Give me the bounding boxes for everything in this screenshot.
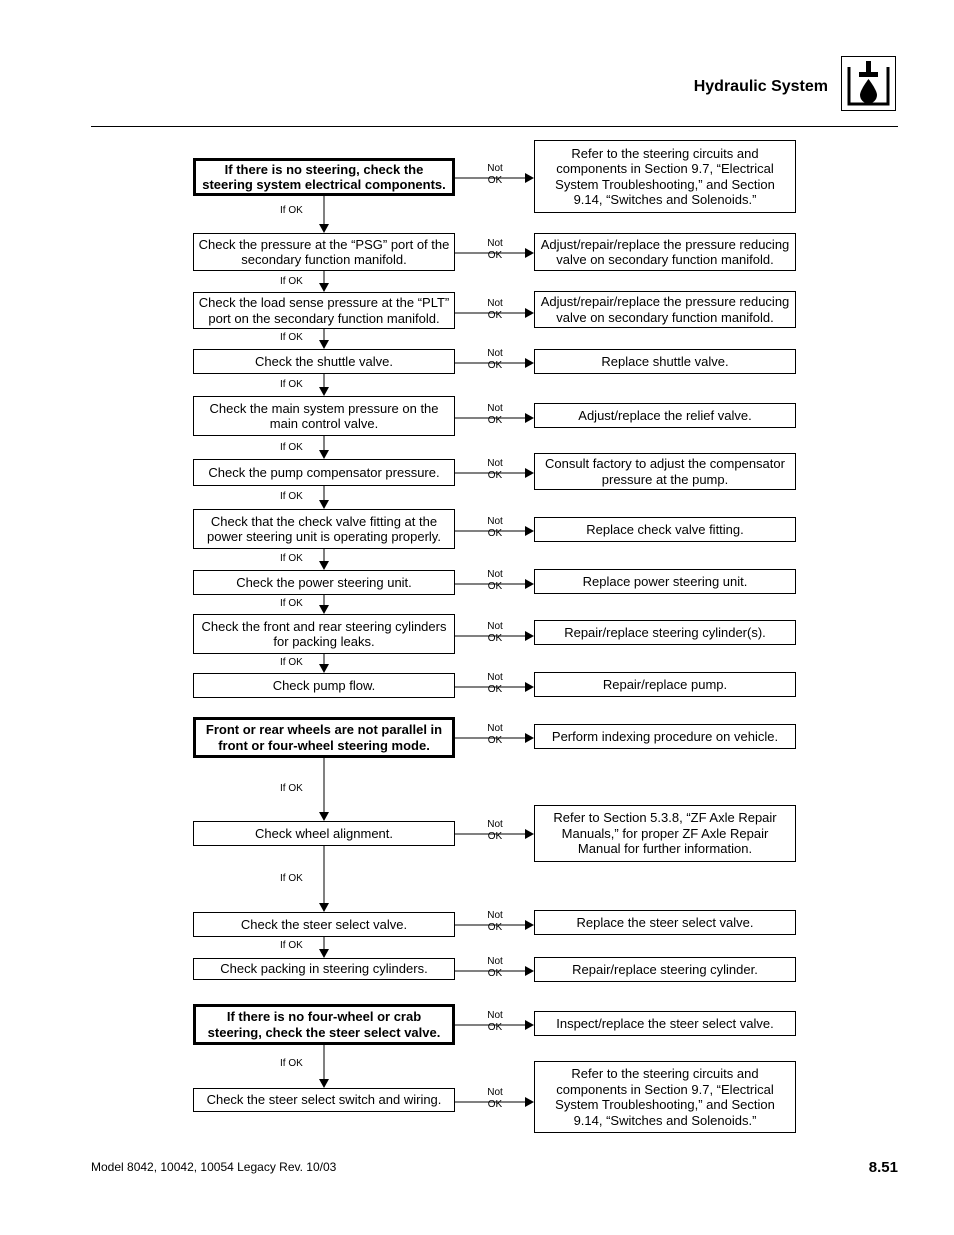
action-box: Refer to the steering circuits and components in Section 9.7, “Electrical System Troubleshooting,” and Section 9.14, “Switches and Solenoids.” [534,140,796,213]
ok-label: OK [487,684,503,695]
arrow-down-icon [319,340,329,349]
action-box: Repair/replace pump. [534,672,796,697]
check-box: If there is no four-wheel or crab steering, check the steer select valve. [193,1004,455,1045]
action-box: Refer to the steering circuits and components in Section 9.7, “Electrical System Troubleshooting,” and Section 9.14, “Switches and Solenoids.” [534,1061,796,1133]
check-box: Check the load sense pressure at the “PLT” port on the secondary function manifold. [193,292,455,329]
ok-label: OK [487,831,503,842]
not-label: Not [487,238,503,249]
action-box: Replace the steer select valve. [534,910,796,935]
arrow-right-icon [525,920,534,930]
check-box: Check pump flow. [193,673,455,698]
arrow-down-icon [319,561,329,570]
check-box: Check the main system pressure on the main control valve. [193,396,455,436]
not-label: Not [487,956,503,967]
not-label: Not [487,1087,503,1098]
arrow-right-icon [525,526,534,536]
if-ok-label: If OK [280,553,303,564]
ok-label: OK [487,415,503,426]
if-ok-label: If OK [280,873,303,884]
arrow-down-icon [319,387,329,396]
not-label: Not [487,1010,503,1021]
action-box: Replace check valve fitting. [534,517,796,542]
if-ok-label: If OK [280,1058,303,1069]
check-box: Check packing in steering cylinders. [193,958,455,980]
ok-label: OK [487,528,503,539]
arrow-right-icon [525,1097,534,1107]
not-label: Not [487,569,503,580]
if-ok-label: If OK [280,783,303,794]
ok-label: OK [487,968,503,979]
check-box: Check the pump compensator pressure. [193,459,455,486]
arrow-right-icon [525,579,534,589]
arrow-down-icon [319,1079,329,1088]
arrow-down-icon [319,450,329,459]
arrow-right-icon [525,413,534,423]
ok-label: OK [487,1022,503,1033]
action-box: Refer to Section 5.3.8, “ZF Axle Repair Manuals,” for proper ZF Axle Repair Manual for further information. [534,805,796,862]
arrow-down-icon [319,224,329,233]
arrow-down-icon [319,283,329,292]
ok-label: OK [487,922,503,933]
if-ok-label: If OK [280,442,303,453]
not-label: Not [487,298,503,309]
action-box: Repair/replace steering cylinder. [534,957,796,982]
if-ok-label: If OK [280,332,303,343]
not-label: Not [487,458,503,469]
arrow-down-icon [319,664,329,673]
check-box: Check the power steering unit. [193,570,455,595]
arrow-down-icon [319,812,329,821]
not-label: Not [487,672,503,683]
check-box: Check the shuttle valve. [193,349,455,374]
if-ok-label: If OK [280,205,303,216]
arrow-down-icon [319,500,329,509]
arrow-right-icon [525,358,534,368]
arrow-down-icon [319,949,329,958]
not-label: Not [487,621,503,632]
arrow-right-icon [525,173,534,183]
ok-label: OK [487,310,503,321]
ok-label: OK [487,175,503,186]
ok-label: OK [487,633,503,644]
arrow-right-icon [525,733,534,743]
check-box: Check the front and rear steering cylinders for packing leaks. [193,614,455,654]
action-box: Perform indexing procedure on vehicle. [534,724,796,749]
not-label: Not [487,348,503,359]
arrow-right-icon [525,308,534,318]
check-box: Check the steer select switch and wiring. [193,1088,455,1112]
action-box: Adjust/replace the relief valve. [534,403,796,428]
arrow-right-icon [525,1020,534,1030]
arrow-right-icon [525,631,534,641]
if-ok-label: If OK [280,940,303,951]
action-box: Adjust/repair/replace the pressure reducing valve on secondary function manifold. [534,233,796,271]
ok-label: OK [487,735,503,746]
page-title: Hydraulic System [693,78,828,95]
check-box: Check the steer select valve. [193,912,455,937]
action-box: Replace power steering unit. [534,569,796,594]
not-label: Not [487,819,503,830]
action-box: Inspect/replace the steer select valve. [534,1011,796,1036]
arrow-right-icon [525,966,534,976]
arrow-right-icon [525,248,534,258]
page-number: 8.51 [868,1159,898,1176]
arrow-right-icon [525,682,534,692]
not-label: Not [487,163,503,174]
check-box: Check that the check valve fitting at the power steering unit is operating properly. [193,509,455,549]
ok-label: OK [487,250,503,261]
not-label: Not [487,516,503,527]
action-box: Replace shuttle valve. [534,349,796,374]
if-ok-label: If OK [280,491,303,502]
arrow-right-icon [525,468,534,478]
check-box: Front or rear wheels are not parallel in front or four-wheel steering mode. [193,717,455,758]
if-ok-label: If OK [280,276,303,287]
if-ok-label: If OK [280,598,303,609]
arrow-down-icon [319,903,329,912]
ok-label: OK [487,1099,503,1110]
action-box: Consult factory to adjust the compensator pressure at the pump. [534,453,796,490]
footer-model: Model 8042, 10042, 10054 Legacy Rev. 10/03 [91,1160,337,1174]
ok-label: OK [487,360,503,371]
arrow-down-icon [319,605,329,614]
ok-label: OK [487,470,503,481]
if-ok-label: If OK [280,379,303,390]
check-box: If there is no steering, check the steering system electrical components. [193,158,455,196]
not-label: Not [487,403,503,414]
not-label: Not [487,910,503,921]
check-box: Check wheel alignment. [193,821,455,846]
ok-label: OK [487,581,503,592]
check-box: Check the pressure at the “PSG” port of the secondary function manifold. [193,233,455,271]
action-box: Adjust/repair/replace the pressure reducing valve on secondary function manifold. [534,291,796,328]
arrow-right-icon [525,829,534,839]
not-label: Not [487,723,503,734]
action-box: Repair/replace steering cylinder(s). [534,620,796,645]
if-ok-label: If OK [280,657,303,668]
